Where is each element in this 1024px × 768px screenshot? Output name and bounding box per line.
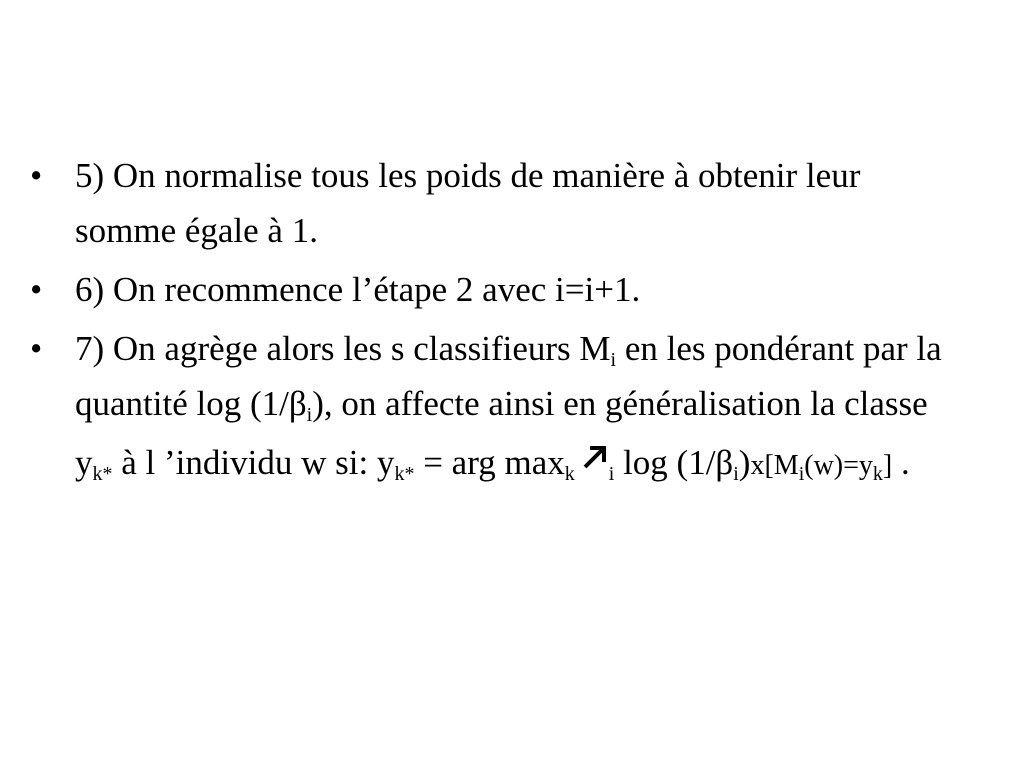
item-text-part: en les pondérant par la quantité log (1/β	[75, 329, 942, 423]
bullet-marker: •	[30, 329, 43, 368]
item-text: 6) On recommence l’étape 2 avec i=i+1.	[75, 270, 641, 309]
item-text-part: ]	[882, 450, 893, 481]
item-text-part: log (1/β	[614, 443, 734, 482]
bullet-marker: •	[30, 270, 43, 309]
subscript: i	[610, 349, 617, 371]
subscript: k	[564, 463, 575, 485]
item-text: 5) On normalise tous les poids de manière à obtenir leur somme égale à 1.	[75, 156, 861, 250]
subscript: i	[798, 463, 805, 485]
item-text-part: )	[738, 443, 751, 482]
item-text-part: (w)=y	[804, 450, 873, 481]
subscript: k*	[92, 463, 113, 485]
subscript: i	[733, 463, 739, 485]
bullet-list	[30, 148, 960, 497]
arrow-up-right-icon	[581, 431, 607, 457]
subscript: k*	[394, 463, 415, 485]
bullet-marker: •	[30, 156, 43, 195]
subscript: k	[872, 463, 883, 485]
item-text-part: à l ’individu w si: y	[112, 443, 395, 482]
item-text-part: .	[892, 443, 910, 482]
list-item	[30, 321, 960, 493]
list-item	[30, 148, 960, 258]
subscript: i	[608, 463, 615, 485]
item-text-part: x[M	[750, 450, 799, 481]
list-item	[30, 262, 960, 317]
subscript: i	[306, 404, 313, 426]
item-text-part: = arg max	[414, 443, 565, 482]
item-text-part: ), on affecte ainsi en généralisation la classe y	[75, 384, 928, 482]
item-text-part: 7) On agrège alors les s classifieurs M	[75, 329, 611, 368]
